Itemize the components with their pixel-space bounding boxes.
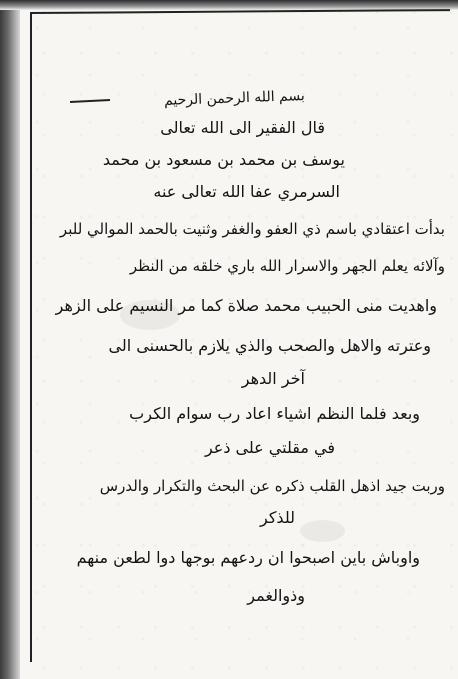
verse-line-continuation: في مقلتي على ذعر bbox=[204, 438, 335, 457]
basmala: بسم الله الرحمن الرحيم bbox=[164, 88, 306, 109]
verse-line: وبعد فلما النظم اشياء اعاد رب سوام الكرب bbox=[129, 404, 420, 423]
verse-line-continuation: آخر الدهر bbox=[241, 369, 305, 388]
line-author-intro: قال الفقير الى الله تعالى bbox=[160, 118, 325, 137]
paper-stain bbox=[300, 520, 345, 542]
verse-line-continuation: للذكر bbox=[259, 508, 295, 527]
verse-line: وعترته والاهل والصحب والذي يلازم بالحسنى الى bbox=[108, 336, 431, 355]
verse-line: واوباش باين اصبحوا ان ردعهم بوجها دوا لطعن منهم bbox=[76, 548, 420, 567]
verse-line-continuation: وذوالغمر bbox=[247, 586, 305, 605]
verse-line: بدأت اعتقادي باسم ذي العفو والغفر وثنيت بالحمد الموالي للبر bbox=[59, 220, 445, 238]
scan-shadow-left bbox=[0, 0, 20, 679]
margin-rule-vertical bbox=[30, 12, 32, 662]
verse-line: وآلائه يعلم الجهر والاسرار الله باري خلقه من النظر bbox=[129, 257, 445, 275]
line-author-name: يوسف بن محمد بن مسعود بن محمد bbox=[102, 150, 345, 169]
verse-line: واهديت منى الحبيب محمد صلاة كما مر النسيم على الزهر bbox=[55, 296, 437, 315]
basmala-tail-stroke bbox=[70, 99, 110, 103]
verse-line: وربت جيد اذهل القلب ذكره عن البحث والتكرار والدرس bbox=[99, 477, 445, 495]
line-author-nisba: السرمري عفا الله تعالى عنه bbox=[153, 182, 340, 201]
